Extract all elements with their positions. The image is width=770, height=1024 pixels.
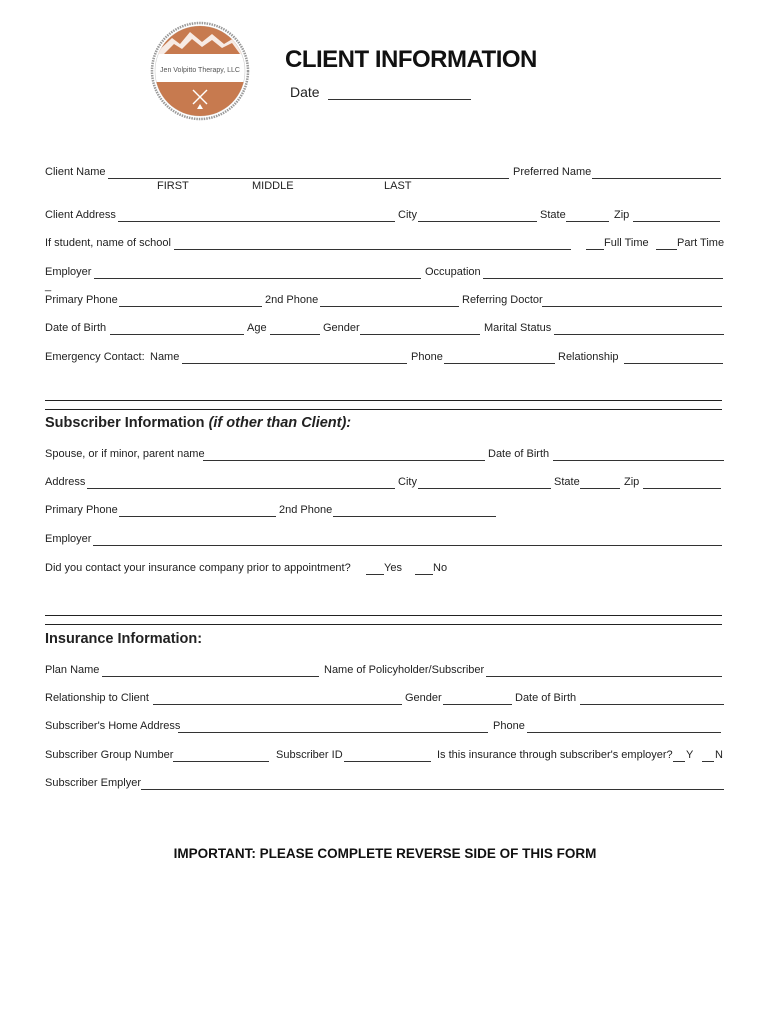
spouse-field[interactable] [203, 460, 485, 461]
logo-seal [150, 18, 250, 124]
primary-phone-field[interactable] [119, 306, 262, 307]
marital-status-field[interactable] [554, 334, 724, 335]
occupation-label: Occupation [425, 266, 481, 278]
primary-phone-label: Primary Phone [45, 294, 118, 306]
subscriber-city-label: City [398, 476, 417, 488]
subscriber-state-label: State [554, 476, 580, 488]
policyholder-field[interactable] [486, 676, 722, 677]
plan-name-field[interactable] [102, 676, 319, 677]
age-label: Age [247, 322, 267, 334]
policyholder-label: Name of Policyholder/Subscriber [324, 664, 485, 676]
subscriber-heading-note: (if other than Client): [208, 415, 352, 431]
contact-yes-label: Yes [384, 562, 402, 574]
home-address-label: Subscriber's Home Address [45, 720, 181, 732]
employer-no-label: N [715, 749, 723, 761]
emergency-name-label: Name [150, 351, 180, 363]
school-label: If student, name of school [45, 237, 171, 249]
contact-yes-check[interactable] [366, 574, 384, 575]
date-field[interactable] [328, 99, 471, 100]
insurance-phone-field[interactable] [527, 732, 721, 733]
insurance-contact-question: Did you contact your insurance company prior to appointment? [45, 562, 351, 574]
subscriber-heading-text: Subscriber Information [45, 415, 205, 431]
logo-name: Jen Volpitto Therapy, LLC [160, 67, 240, 74]
home-address-field[interactable] [178, 732, 488, 733]
insurance-gender-label: Gender [405, 692, 442, 704]
part-time-check[interactable] [656, 249, 677, 250]
employer-yes-label: Y [686, 749, 694, 761]
client-name-label: Client Name [45, 166, 106, 178]
full-time-check[interactable] [586, 249, 604, 250]
gender-field[interactable] [360, 334, 480, 335]
subscriber-primary-phone-label: Primary Phone [45, 504, 118, 516]
date-label: Date [290, 84, 320, 100]
subscriber-primary-phone-field[interactable] [119, 516, 276, 517]
gender-label: Gender [323, 322, 360, 334]
occupation-field[interactable] [483, 278, 723, 279]
group-number-field[interactable] [173, 761, 269, 762]
section-divider [45, 624, 722, 625]
zip-field[interactable] [633, 221, 720, 222]
section-divider [45, 400, 722, 401]
company-logo [150, 18, 250, 124]
first-label: FIRST [157, 180, 189, 192]
insurance-phone-label: Phone [493, 720, 525, 732]
subscriber-address-label: Address [45, 476, 86, 488]
subscriber-city-field[interactable] [418, 488, 551, 489]
dob-field[interactable] [110, 334, 244, 335]
last-label: LAST [384, 180, 412, 192]
subscriber-zip-field[interactable] [643, 488, 721, 489]
subscriber-id-label: Subscriber ID [276, 749, 343, 761]
employer-insurance-question: Is this insurance through subscriber's employer? [437, 749, 673, 761]
zip-label: Zip [614, 209, 630, 221]
subscriber-state-field[interactable] [580, 488, 620, 489]
employer-label: Employer [45, 266, 92, 278]
referring-doctor-label: Referring Doctor [462, 294, 543, 306]
state-label: State [540, 209, 566, 221]
emergency-phone-field[interactable] [444, 363, 555, 364]
emergency-phone-label: Phone [411, 351, 443, 363]
middle-label: MIDDLE [252, 180, 294, 192]
subscriber-id-field[interactable] [344, 761, 431, 762]
state-field[interactable] [566, 221, 609, 222]
relationship-field[interactable] [624, 363, 723, 364]
employer-field[interactable] [94, 278, 421, 279]
insurance-gender-field[interactable] [443, 704, 512, 705]
relationship-to-client-label: Relationship to Client [45, 692, 149, 704]
contact-no-label: No [433, 562, 448, 574]
stray-mark: _ [45, 280, 52, 292]
emergency-name-field[interactable] [182, 363, 407, 364]
subscriber-dob-label: Date of Birth [488, 448, 550, 460]
important-notice: IMPORTANT: PLEASE COMPLETE REVERSE SIDE OF THIS FORM [173, 846, 597, 861]
client-address-field[interactable] [118, 221, 395, 222]
section-divider [45, 615, 722, 616]
subscriber-address-field[interactable] [87, 488, 395, 489]
group-number-label: Subscriber Group Number [45, 749, 174, 761]
second-phone-field[interactable] [320, 306, 459, 307]
preferred-name-field[interactable] [592, 178, 721, 179]
contact-no-check[interactable] [415, 574, 433, 575]
spouse-label: Spouse, or if minor, parent name [45, 448, 205, 460]
employer-yes-check[interactable] [673, 761, 685, 762]
client-name-field[interactable] [108, 178, 509, 179]
subscriber-employer-label: Employer [45, 533, 92, 545]
insurance-dob-field[interactable] [580, 704, 724, 705]
city-label: City [398, 209, 417, 221]
subscriber-second-phone-label: 2nd Phone [279, 504, 333, 516]
part-time-label: Part Time [677, 237, 725, 249]
subscriber-emplyer-field[interactable] [141, 789, 724, 790]
marital-status-label: Marital Status [484, 322, 552, 334]
dob-label: Date of Birth [45, 322, 107, 334]
subscriber-zip-label: Zip [624, 476, 640, 488]
full-time-label: Full Time [604, 237, 649, 249]
preferred-name-label: Preferred Name [513, 166, 592, 178]
school-field[interactable] [174, 249, 571, 250]
client-address-label: Client Address [45, 209, 116, 221]
subscriber-employer-field[interactable] [93, 545, 722, 546]
relationship-label: Relationship [558, 351, 619, 363]
subscriber-dob-field[interactable] [553, 460, 724, 461]
referring-doctor-field[interactable] [542, 306, 722, 307]
plan-name-label: Plan Name [45, 664, 100, 676]
form-title: CLIENT INFORMATION [285, 46, 537, 73]
employer-no-check[interactable] [702, 761, 714, 762]
second-phone-label: 2nd Phone [265, 294, 319, 306]
subscriber-heading [45, 415, 351, 431]
city-field[interactable] [418, 221, 537, 222]
age-field[interactable] [270, 334, 320, 335]
insurance-heading: Insurance Information: [45, 631, 203, 647]
insurance-dob-label: Date of Birth [515, 692, 577, 704]
subscriber-emplyer-label: Subscriber Emplyer [45, 777, 141, 789]
emergency-contact-label: Emergency Contact: [45, 351, 145, 363]
subscriber-second-phone-field[interactable] [333, 516, 496, 517]
section-divider [45, 409, 722, 410]
relationship-to-client-field[interactable] [153, 704, 402, 705]
